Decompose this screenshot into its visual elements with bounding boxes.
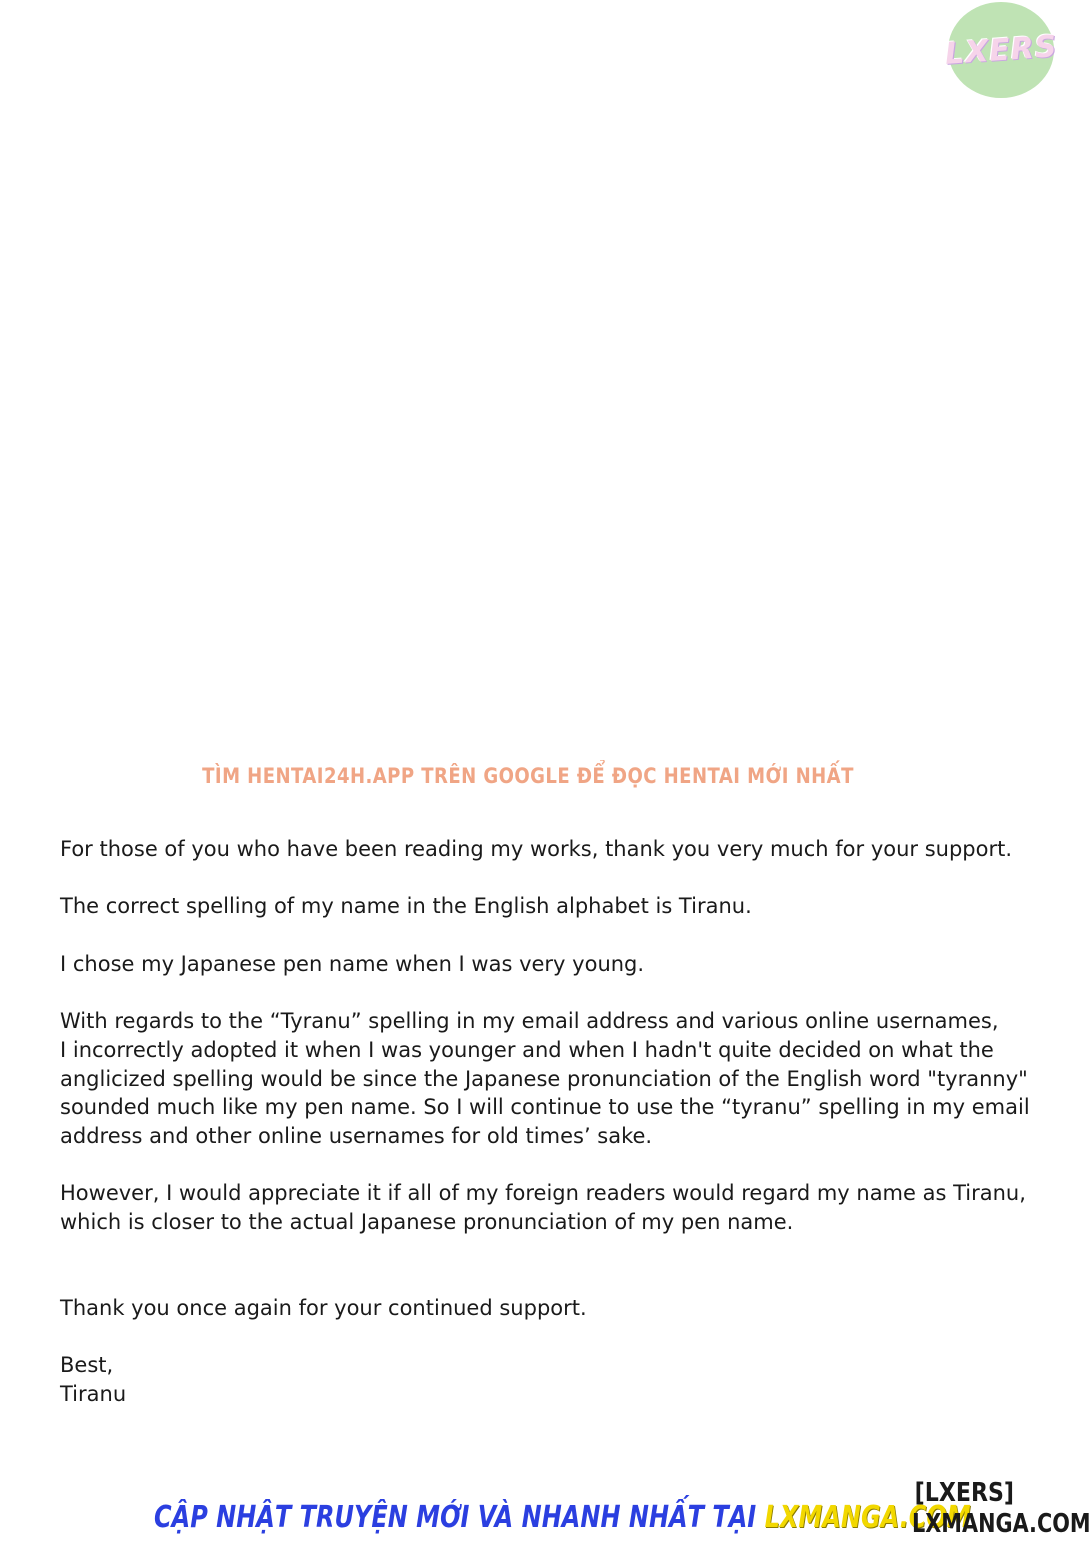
letter-paragraph-4-line: anglicized spelling would be since the Japanese pronunciation of the English word "tyranny" [60, 1066, 1028, 1091]
letter-paragraph-5-line: which is closer to the actual Japanese pronunciation of my pen name. [60, 1210, 794, 1235]
letter-paragraph-2: The correct spelling of my name in the English alphabet is Tiranu. [60, 894, 752, 919]
lxers-logo-badge [943, 2, 1059, 98]
letter-paragraph-4-line: sounded much like my pen name. So I will continue to use the “tyranu” spelling in my email [60, 1095, 1030, 1120]
letter-paragraph-4-line: I incorrectly adopted it when I was younger and when I hadn't quite decided on what the [60, 1037, 994, 1062]
lxers-logo-text: LXERS [943, 28, 1059, 72]
top-watermark-text: TÌM HENTAI24H.APP TRÊN GOOGLE ĐỂ ĐỌC HENTAI MỚI NHẤT [202, 764, 854, 788]
footer-brand-site: LXMANGA.COM [912, 1509, 1091, 1539]
letter-closing: Best, [60, 1353, 114, 1378]
footer-brand [878, 1478, 1091, 1540]
footer-brand-tag: [LXERS] [914, 1478, 1014, 1508]
letter-signature: Tiranu [60, 1381, 127, 1406]
letter-paragraph-4-line: address and other online usernames for old times’ sake. [60, 1123, 653, 1148]
letter-paragraph-4-line: With regards to the “Tyranu” spelling in my email address and various online usernames, [60, 1009, 999, 1034]
letter-body [60, 835, 1030, 1409]
footer-banner-site: LXMANGA.COM [764, 1500, 971, 1535]
letter-paragraph-5-line: However, I would appreciate it if all of my foreign readers would regard my name as Tiranu, [60, 1181, 1026, 1206]
footer-banner [154, 1500, 971, 1535]
letter-paragraph-1: For those of you who have been reading my works, thank you very much for your support. [60, 837, 1013, 861]
letter-paragraph-6: Thank you once again for your continued support. [60, 1295, 587, 1320]
letter-paragraph-3: I chose my Japanese pen name when I was very young. [60, 951, 645, 976]
footer-banner-text: CẬP NHẬT TRUYỆN MỚI VÀ NHANH NHẤT TẠI [154, 1500, 757, 1535]
